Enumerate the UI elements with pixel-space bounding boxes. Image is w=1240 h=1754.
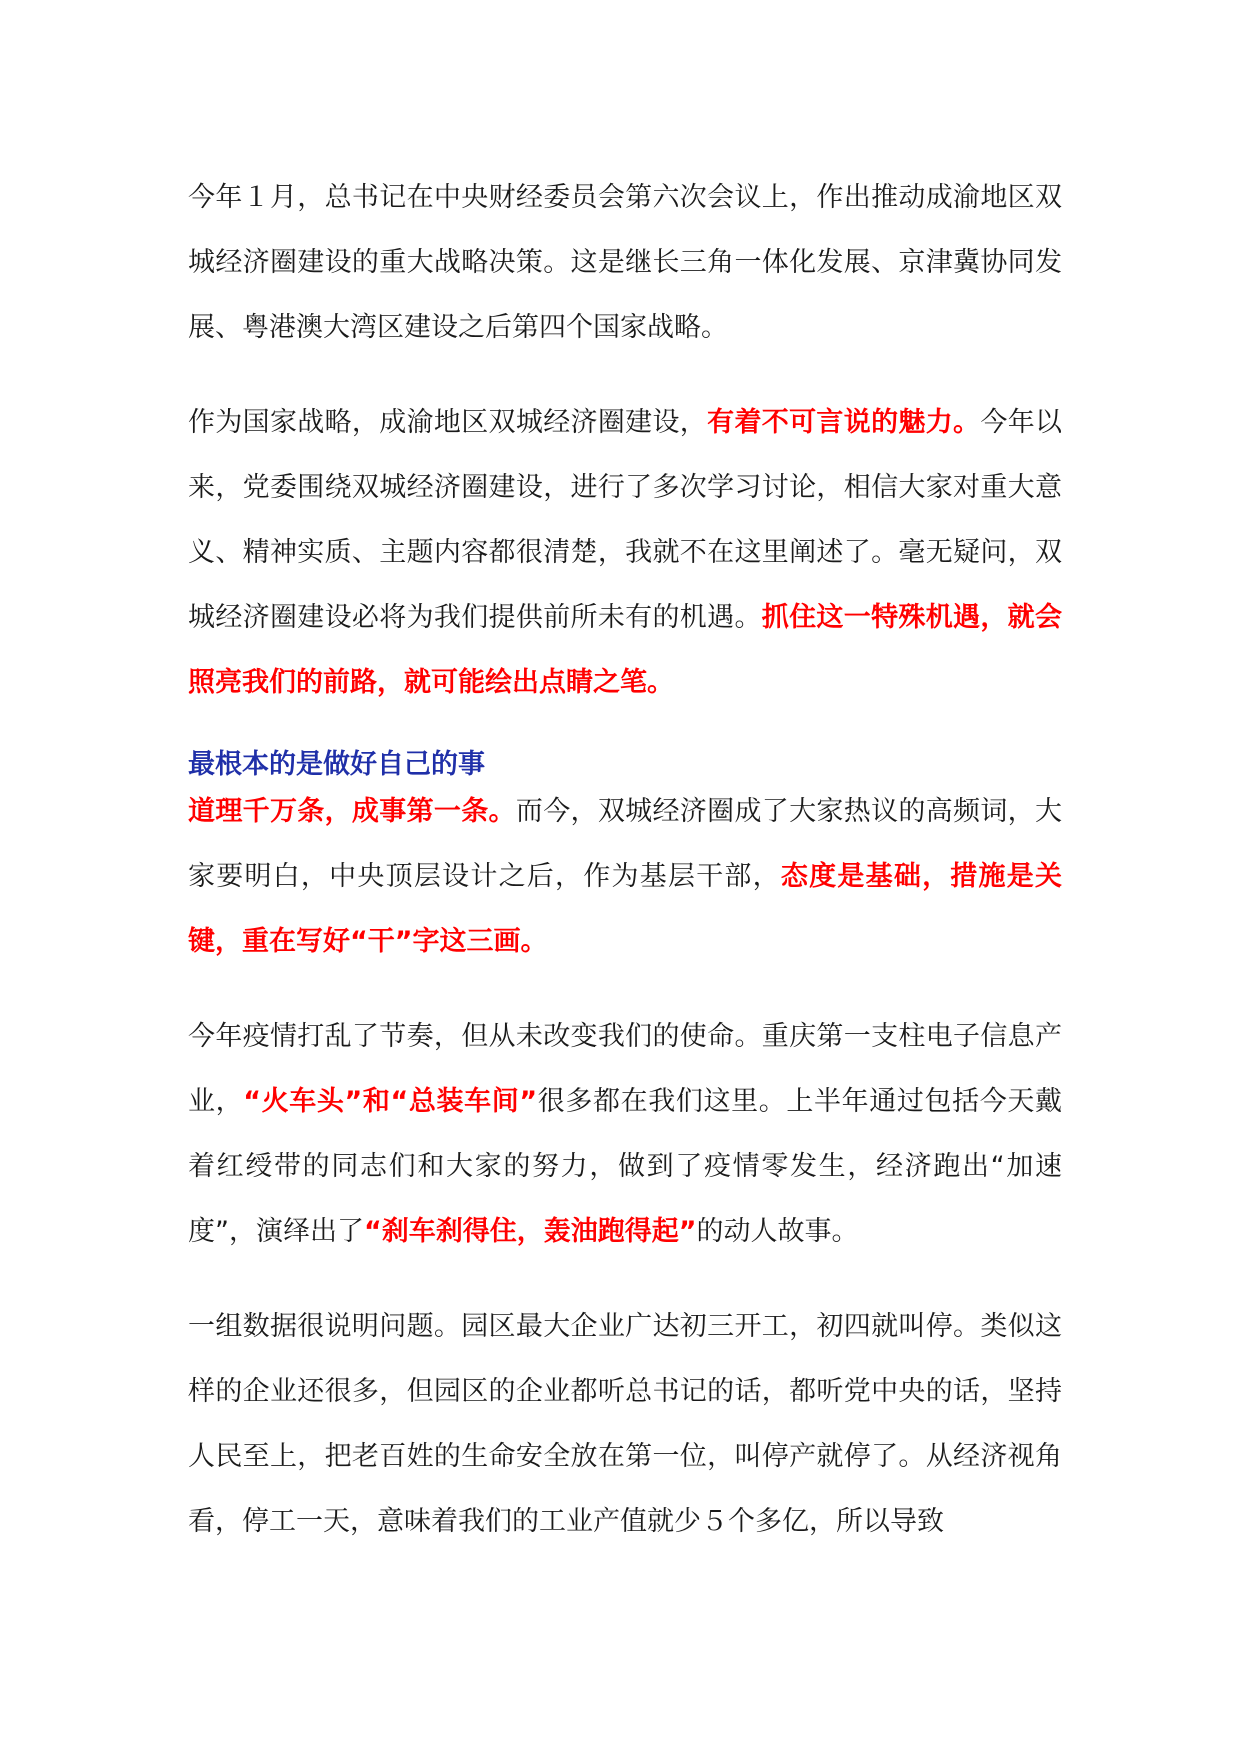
paragraph-2-highlight-b: 抓住这一特殊机遇，就会照亮我们的前路，就可能绘出点睛之笔。 bbox=[188, 602, 1063, 698]
paragraph-1 bbox=[188, 165, 1062, 360]
paragraph-2 bbox=[188, 390, 1062, 715]
paragraph-4-text-a: 今年疫情打乱了节奏，但从未改变我们的使命。重庆第一支柱电子信息产业， bbox=[188, 1021, 1062, 1117]
section-heading: 最根本的是做好自己的事 bbox=[188, 749, 485, 780]
paragraph-4-highlight-a: “火车头”和“总装车间” bbox=[243, 1086, 538, 1117]
paragraph-4 bbox=[188, 1004, 1062, 1264]
paragraph-2-text-b: 今年以来，党委围绕双城经济圈建设，进行了多次学习讨论，相信大家对重大意义、精神实质、主题内容都很清楚，我就不在这里阐述了。毫无疑问，双城经济圈建设必将为我们提供前所未有的机遇。 bbox=[188, 407, 1063, 633]
paragraph-5-text: 一组数据很说明问题。园区最大企业广达初三开工，初四就叫停。类似这样的企业还很多，但园区的企业都听总书记的话，都听党中央的话，坚持人民至上，把老百姓的生命安全放在第一位，叫停产就停了。从经济视角看，停工一天，意味着我们的工业产值就少５个多亿，所以导致 bbox=[188, 1311, 1062, 1537]
paragraph-4-highlight-b: “刹车刹得住，轰油跑得起” bbox=[364, 1216, 697, 1247]
paragraph-3-highlight-a: 道理千万条，成事第一条。 bbox=[188, 796, 516, 827]
paragraph-2-highlight-a: 有着不可言说的魅力。 bbox=[707, 407, 981, 438]
paragraph-3-highlight-b: 态度是基础，措施是关键，重在写好“干”字这三画。 bbox=[188, 861, 1063, 957]
paragraph-5 bbox=[188, 1294, 1062, 1554]
paragraph-4-text-b: 很多都在我们这里。上半年通过包括今天戴着红绶带的同志们和大家的努力，做到了疫情零发生，经济跑出“加速度”，演绎出了 bbox=[188, 1086, 1063, 1247]
paragraph-2-text-a: 作为国家战略，成渝地区双城经济圈建设， bbox=[188, 407, 708, 438]
paragraph-1-text: 今年１月，总书记在中央财经委员会第六次会议上，作出推动成渝地区双城经济圈建设的重大战略决策。这是继长三角一体化发展、京津冀协同发展、粤港澳大湾区建设之后第四个国家战略。 bbox=[188, 182, 1062, 343]
paragraph-3 bbox=[188, 779, 1062, 974]
paragraph-4-text-c: 的动人故事。 bbox=[696, 1216, 859, 1247]
paragraph-3-text-a: 而今，双城经济圈成了大家热议的高频词，大家要明白，中央顶层设计之后，作为基层干部， bbox=[188, 796, 1063, 892]
document-body bbox=[188, 165, 1062, 1554]
